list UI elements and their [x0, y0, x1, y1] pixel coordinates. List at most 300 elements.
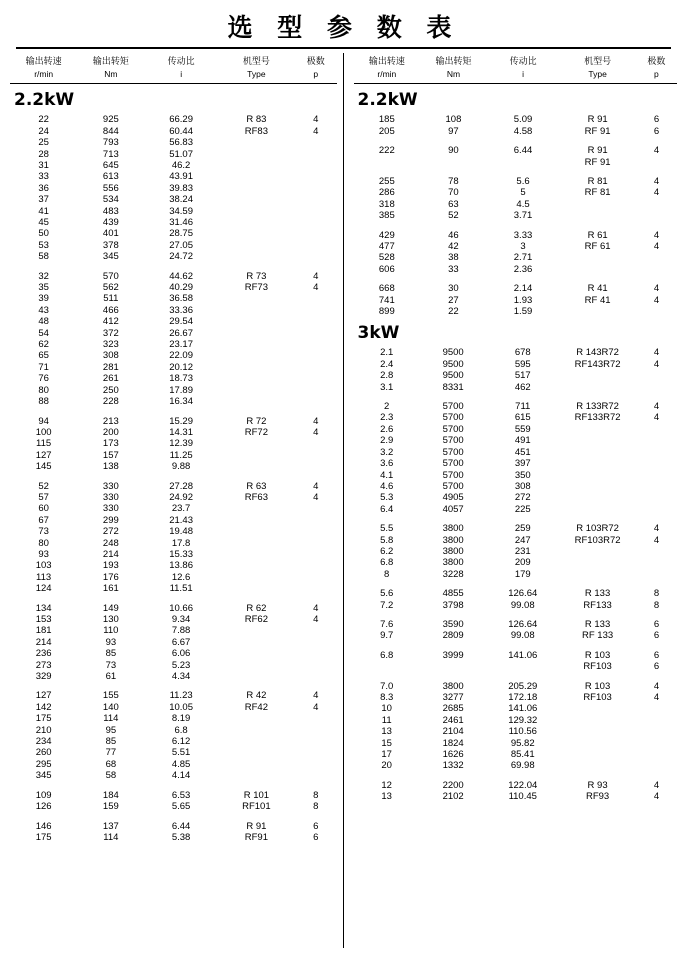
cell-output-speed: 12	[381, 779, 392, 791]
cell-output-speed: 80	[38, 384, 49, 396]
cell-poles: 4	[653, 680, 660, 692]
cell-type	[218, 240, 295, 251]
cell-poles	[636, 382, 677, 393]
cell-output-torque: 3800	[442, 557, 464, 569]
cell-type	[559, 370, 636, 381]
cell-output-torque: 412	[102, 316, 119, 328]
cell-ratio: 110.56	[508, 726, 537, 738]
cell-output-torque: 323	[102, 339, 119, 351]
cell-type: R 101	[243, 789, 270, 801]
cell-output-speed: 741	[378, 294, 395, 306]
cell-output-torque: 184	[102, 789, 119, 801]
cell-type	[218, 160, 295, 171]
cell-type: R 91	[587, 114, 608, 126]
cell-ratio: 39.83	[169, 182, 193, 194]
cell-ratio: 8.19	[171, 713, 191, 725]
cell-ratio: 126.64	[508, 588, 538, 600]
table-row	[354, 726, 678, 737]
cell-ratio: 6.44	[513, 145, 533, 157]
cell-ratio: 231	[514, 545, 531, 557]
cell-output-speed: 7.6	[380, 618, 394, 630]
table-row	[10, 736, 337, 747]
cell-output-torque: 1332	[442, 760, 464, 772]
cell-poles: 4	[653, 791, 660, 803]
cell-ratio: 5.51	[171, 747, 191, 759]
cell-output-torque: 330	[102, 491, 119, 503]
block-spacer	[354, 275, 678, 283]
cell-poles: 6	[653, 125, 660, 137]
cell-output-speed: 3.6	[380, 458, 394, 470]
cell-type	[218, 228, 295, 239]
cell-output-torque: 345	[102, 251, 119, 263]
cell-type	[218, 747, 295, 758]
cell-output-speed: 528	[378, 252, 395, 264]
cell-output-speed: 37	[38, 194, 49, 206]
cell-poles	[295, 648, 337, 659]
table-row	[10, 271, 337, 282]
cell-type	[218, 660, 295, 671]
cell-output-speed: 60	[38, 503, 49, 515]
table-row	[354, 692, 678, 703]
cell-output-speed: 32	[38, 270, 49, 282]
cell-type	[559, 715, 636, 726]
cell-type: RF101	[242, 801, 271, 813]
cell-output-speed: 429	[378, 229, 395, 241]
cell-type	[559, 424, 636, 435]
cell-ratio: 17.89	[169, 384, 193, 396]
cell-output-speed: 260	[35, 747, 52, 759]
cell-output-torque: 2809	[442, 630, 464, 642]
cell-ratio: 129.32	[508, 714, 538, 726]
cell-poles	[295, 461, 337, 472]
table-row	[10, 160, 337, 171]
table-row	[354, 650, 678, 661]
table-row	[354, 492, 678, 503]
cell-ratio: 21.43	[169, 514, 193, 526]
cell-output-torque: 299	[102, 514, 119, 526]
table-row	[10, 385, 337, 396]
cell-type: R 61	[587, 229, 608, 241]
cell-ratio: 51.07	[169, 148, 193, 160]
cell-ratio: 462	[514, 381, 531, 393]
group-title: 2.2kW	[357, 90, 418, 111]
cell-poles	[295, 736, 337, 747]
table-row	[10, 759, 337, 770]
cell-type	[218, 396, 295, 407]
cell-output-speed: 13	[381, 791, 392, 803]
cell-ratio: 172.18	[508, 692, 538, 704]
table-row	[10, 137, 337, 148]
cell-type: R 133R72	[576, 401, 619, 413]
cell-output-torque: 372	[102, 327, 119, 339]
cell-output-torque: 3800	[442, 545, 464, 557]
cell-poles: 4	[653, 175, 660, 187]
cell-ratio: 1.59	[513, 306, 533, 318]
table-row	[354, 703, 678, 714]
cell-output-torque: 925	[102, 114, 119, 126]
cell-output-torque: 793	[102, 137, 119, 149]
cell-output-speed: 142	[35, 701, 52, 713]
table-row	[10, 461, 337, 472]
cell-ratio: 491	[514, 435, 531, 447]
cell-type: R 103	[584, 649, 611, 661]
cell-ratio: 69.98	[510, 760, 535, 772]
cell-output-torque: 3277	[442, 692, 464, 704]
cell-type	[559, 760, 636, 771]
cell-poles	[295, 583, 337, 594]
cell-ratio: 34.59	[169, 205, 193, 217]
table-row	[354, 470, 678, 481]
table-row	[10, 637, 337, 648]
cell-poles	[295, 328, 337, 339]
cell-poles: 4	[653, 294, 660, 306]
block-spacer	[354, 393, 678, 401]
cell-output-torque: 844	[102, 125, 119, 137]
cell-type	[218, 328, 295, 339]
cell-poles: 4	[313, 480, 319, 492]
cell-output-speed: 329	[35, 671, 52, 683]
cell-poles	[636, 504, 677, 515]
cell-output-torque: 3999	[442, 649, 464, 661]
cell-output-torque: 4057	[442, 503, 464, 515]
table-row	[354, 126, 678, 137]
cell-output-speed: 4.1	[380, 469, 394, 481]
cell-output-torque	[420, 661, 487, 672]
cell-type: R 41	[587, 283, 608, 295]
table-row	[354, 760, 678, 771]
cell-poles	[295, 660, 337, 671]
table-row	[354, 749, 678, 760]
table-row	[354, 619, 678, 630]
cell-output-torque: 466	[102, 304, 119, 316]
cell-poles	[295, 149, 337, 160]
cell-output-speed: 7.0	[380, 680, 394, 692]
table-row	[10, 293, 337, 304]
table-row	[10, 194, 337, 205]
group-title: 3kW	[357, 323, 400, 344]
cell-poles	[636, 458, 677, 469]
cell-type	[218, 362, 295, 373]
cell-ratio: 4.5	[516, 198, 530, 210]
table-row	[10, 396, 337, 407]
table-row	[354, 145, 678, 156]
table-row	[354, 295, 678, 306]
cell-poles	[295, 251, 337, 262]
cell-output-speed: 109	[35, 789, 52, 801]
table-row	[354, 681, 678, 692]
cell-output-speed: 10	[381, 703, 392, 715]
header-output-speed: 输出转速 r/min	[25, 56, 62, 80]
cell-output-speed: 58	[38, 251, 49, 263]
cell-ratio: 259	[514, 523, 531, 535]
table-row	[354, 187, 678, 198]
cell-ratio: 22.09	[169, 350, 193, 362]
cell-poles	[295, 725, 337, 736]
cell-output-torque: 2461	[442, 714, 464, 726]
cell-type	[218, 725, 295, 736]
cell-type	[559, 435, 636, 446]
cell-type	[559, 504, 636, 515]
cell-ratio: 2.71	[513, 252, 533, 264]
cell-output-torque: 149	[102, 602, 119, 614]
table-row	[10, 416, 337, 427]
right-column-body	[354, 90, 678, 802]
cell-output-torque: 137	[102, 820, 119, 832]
cell-ratio: 272	[514, 492, 531, 504]
cell-type	[218, 171, 295, 182]
table-row	[10, 671, 337, 682]
cell-type: R 62	[246, 602, 267, 614]
table-row	[10, 240, 337, 251]
cell-output-torque: 228	[102, 396, 119, 408]
cell-type: RF93	[585, 791, 610, 803]
cell-poles	[295, 293, 337, 304]
cell-output-speed: 9.7	[380, 630, 394, 642]
cell-type: RF103	[583, 692, 612, 704]
cell-poles: 8	[653, 599, 660, 611]
cell-ratio: 12.6	[171, 571, 191, 583]
cell-type	[218, 549, 295, 560]
cell-ratio: 517	[514, 370, 531, 382]
table-row	[354, 481, 678, 492]
cell-type: RF72	[244, 426, 268, 438]
cell-output-speed: 205	[378, 125, 395, 137]
table-row	[354, 780, 678, 791]
cell-poles	[295, 362, 337, 373]
block-spacer	[10, 682, 337, 690]
cell-output-torque: 534	[102, 194, 119, 206]
cell-type: R 93	[587, 779, 608, 791]
cell-type	[218, 316, 295, 327]
cell-output-speed: 2.1	[380, 347, 394, 359]
table-row	[354, 447, 678, 458]
cell-output-speed: 36	[38, 182, 49, 194]
table-row	[10, 583, 337, 594]
cell-poles: 4	[313, 114, 319, 126]
cell-ratio: 5	[520, 187, 526, 199]
cell-output-speed: 8	[384, 568, 390, 580]
table-row	[354, 630, 678, 641]
table-row	[10, 503, 337, 514]
table-row	[354, 535, 678, 546]
cell-output-speed: 2.4	[380, 358, 394, 370]
table-row	[354, 157, 678, 168]
cell-output-torque: 213	[102, 415, 119, 427]
cell-ratio: 36.58	[169, 293, 193, 305]
table-row	[10, 171, 337, 182]
cell-output-torque: 42	[448, 241, 459, 253]
cell-output-speed: 67	[38, 514, 49, 526]
cell-poles: 6	[653, 661, 660, 673]
cell-type	[559, 264, 636, 275]
cell-output-speed: 214	[35, 636, 52, 648]
table-row	[354, 241, 678, 252]
cell-poles	[295, 350, 337, 361]
cell-ratio: 4.58	[513, 125, 533, 137]
cell-type: RF 133	[582, 630, 614, 642]
cell-ratio: 110.45	[508, 791, 537, 803]
cell-poles	[295, 305, 337, 316]
cell-ratio: 10.05	[169, 701, 193, 713]
cell-type: RF143R72	[574, 358, 621, 370]
block-spacer	[354, 772, 678, 780]
cell-output-speed	[354, 157, 421, 168]
cell-ratio: 6.53	[171, 789, 191, 801]
cell-poles: 4	[313, 415, 319, 427]
cell-type	[559, 749, 636, 760]
cell-ratio: 615	[514, 412, 531, 424]
table-row	[10, 614, 337, 625]
cell-poles	[295, 137, 337, 148]
cell-output-speed: 318	[378, 198, 395, 210]
cell-output-torque: 58	[105, 770, 117, 782]
cell-output-speed: 25	[38, 137, 49, 149]
table-row	[10, 625, 337, 636]
cell-ratio: 29.54	[169, 316, 193, 328]
cell-poles	[295, 759, 337, 770]
cell-type	[559, 557, 636, 568]
cell-output-torque: 173	[102, 438, 119, 450]
cell-type: RF133R72	[574, 412, 621, 424]
cell-output-speed: 31	[38, 159, 49, 171]
table-row	[354, 264, 678, 275]
cell-output-speed: 24	[38, 125, 49, 137]
table-row	[354, 546, 678, 557]
cell-type: R 63	[246, 480, 267, 492]
cell-poles: 4	[653, 145, 660, 157]
cell-poles: 8	[653, 588, 660, 600]
cell-output-torque: 281	[102, 361, 119, 373]
cell-type: RF103	[583, 661, 612, 673]
cell-ratio: 3	[520, 241, 526, 253]
header-divider-right	[354, 83, 678, 84]
table-row	[10, 362, 337, 373]
cell-output-speed: 153	[35, 614, 52, 626]
cell-type: RF 61	[584, 241, 611, 253]
header-divider-left	[10, 83, 337, 84]
cell-type: RF 81	[584, 187, 611, 199]
parameter-table	[354, 347, 678, 802]
cell-output-torque: 85	[105, 736, 117, 748]
cell-output-torque: 22	[448, 306, 459, 318]
cell-output-torque: 157	[102, 449, 119, 461]
cell-type	[559, 481, 636, 492]
cell-ratio: 10.66	[169, 602, 193, 614]
cell-poles	[295, 206, 337, 217]
cell-output-torque: 3228	[442, 568, 464, 580]
cell-poles: 4	[313, 701, 319, 713]
table-row	[354, 588, 678, 599]
table-row	[354, 600, 678, 611]
table-row	[10, 560, 337, 571]
table-row	[354, 569, 678, 580]
table-row	[10, 549, 337, 560]
cell-output-speed: 5.3	[380, 492, 394, 504]
cell-poles	[295, 770, 337, 781]
cell-type	[218, 206, 295, 217]
cell-output-speed: 181	[35, 625, 52, 637]
cell-poles	[295, 713, 337, 724]
cell-type	[218, 538, 295, 549]
cell-type	[218, 671, 295, 682]
table-row	[10, 702, 337, 713]
block-spacer	[10, 813, 337, 821]
cell-output-torque: 613	[102, 171, 119, 183]
cell-poles: 4	[313, 602, 319, 614]
cell-ratio: 451	[514, 446, 531, 458]
cell-output-torque: 2685	[442, 703, 464, 715]
cell-ratio: 24.92	[169, 491, 193, 503]
cell-output-torque: 110	[103, 625, 119, 637]
cell-type: RF 91	[584, 156, 611, 168]
cell-ratio: 5.6	[516, 175, 530, 187]
cell-output-speed: 28	[38, 148, 49, 160]
cell-poles	[295, 526, 337, 537]
left-column	[10, 53, 344, 948]
table-row	[10, 114, 337, 125]
cell-output-torque: 93	[105, 636, 117, 648]
cell-poles	[295, 438, 337, 449]
table-row	[354, 424, 678, 435]
cell-ratio: 7.88	[171, 625, 191, 637]
table-row	[10, 450, 337, 461]
cell-ratio: 27.28	[169, 480, 193, 492]
cell-output-speed: 57	[38, 491, 49, 503]
cell-poles	[295, 373, 337, 384]
cell-output-speed: 146	[35, 820, 52, 832]
table-row	[354, 359, 678, 370]
cell-output-torque: 5700	[442, 412, 464, 424]
cell-type	[559, 726, 636, 737]
cell-poles: 4	[653, 347, 660, 359]
cell-output-speed: 80	[38, 537, 49, 549]
table-row	[10, 770, 337, 781]
cell-poles: 4	[653, 229, 660, 241]
cell-poles	[636, 738, 677, 749]
cell-output-speed: 236	[35, 648, 52, 660]
table-row	[10, 747, 337, 758]
header-ratio: 传动比 i	[509, 56, 537, 80]
cell-output-torque: 138	[102, 461, 119, 473]
block-spacer	[354, 515, 678, 523]
table-row	[354, 557, 678, 568]
cell-ratio: 11.23	[169, 690, 193, 702]
cell-type: RF83	[244, 125, 268, 137]
cell-ratio: 40.29	[169, 282, 193, 294]
cell-ratio: 11.25	[169, 449, 193, 461]
cell-output-torque: 3800	[442, 680, 464, 692]
cell-ratio: 9.34	[171, 614, 191, 626]
cell-type	[218, 770, 295, 781]
cell-output-speed: 175	[35, 831, 52, 843]
cell-type	[218, 648, 295, 659]
cell-output-speed: 65	[38, 350, 49, 362]
cell-output-torque: 9500	[442, 370, 464, 382]
cell-poles	[295, 217, 337, 228]
table-row	[10, 713, 337, 724]
cell-ratio: 24.72	[169, 251, 193, 263]
cell-poles	[295, 747, 337, 758]
cell-type	[218, 526, 295, 537]
cell-type	[218, 713, 295, 724]
table-row	[10, 481, 337, 492]
cell-poles: 4	[653, 241, 660, 253]
cell-output-torque: 33	[448, 263, 459, 275]
table-row	[10, 790, 337, 801]
cell-poles	[636, 424, 677, 435]
cell-output-torque: 114	[103, 713, 119, 725]
cell-ratio: 3.71	[513, 210, 533, 222]
